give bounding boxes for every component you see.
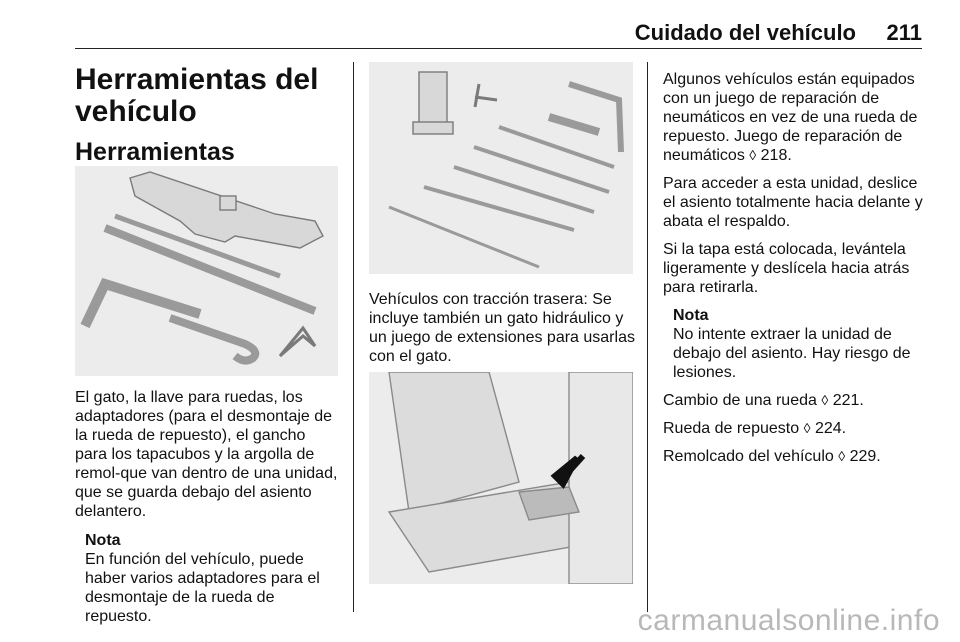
tools-description: El gato, la llave para ruedas, los adaptadores (para el desmontaje de la rueda de repuesto), el gancho para los tapacubos y la argolla de remol-que van dentro de una unidad, que se guarda debajo del asiento delantero. xyxy=(75,389,338,520)
header-rule xyxy=(75,48,922,49)
column-divider xyxy=(647,62,648,612)
access-paragraph: Para acceder a esta unidad, deslice el asiento totalmente hacia delante y abata el respaldo. xyxy=(663,175,923,230)
reference-line xyxy=(663,447,925,466)
page-ref-icon: ◊ xyxy=(838,448,846,464)
column-divider xyxy=(353,62,354,612)
column-1 xyxy=(75,64,341,166)
section-subtitle: Herramientas xyxy=(75,138,235,166)
column-3 xyxy=(663,70,925,466)
note-label: Nota xyxy=(673,307,709,324)
column-1-body xyxy=(75,388,341,626)
reference-line xyxy=(663,391,925,410)
watermark: carmanualsonline.info xyxy=(637,604,940,637)
note-text: En función del vehículo, puede haber varios adaptadores para el desmontaje de la rueda de repuesto. xyxy=(85,551,320,625)
repair-kit-ref[interactable]: 218. xyxy=(760,147,792,164)
repair-kit-text: Algunos vehículos están equipados con un juego de reparación de neumáticos en vez de una rueda de repuesto. Juego de reparación de neumáticos xyxy=(663,71,918,164)
reference-text: Rueda de repuesto xyxy=(663,420,800,437)
note-text: No intente extraer la unidad de debajo del asiento. Hay riesgo de lesiones. xyxy=(673,326,911,381)
header-title: Cuidado del vehículo xyxy=(634,20,856,45)
page-ref-icon: ◊ xyxy=(821,392,829,408)
tools-figure xyxy=(75,166,338,376)
reference-line xyxy=(663,419,925,438)
reference-text: Cambio de una rueda xyxy=(663,392,817,409)
seat-storage-figure xyxy=(369,372,633,584)
reference-page[interactable]: 221. xyxy=(832,392,864,409)
column-2-body xyxy=(369,290,635,366)
section-title: Herramientas del vehículo xyxy=(75,63,319,128)
rear-drive-description: Vehículos con tracción trasera: Se incluye también un gato hidráulico y un juego de extensiones para usarlas con el gato. xyxy=(369,291,635,365)
note-block xyxy=(673,306,925,382)
note-label: Nota xyxy=(85,532,121,549)
page-ref-icon: ◊ xyxy=(749,147,757,163)
cover-paragraph: Si la tapa está colocada, levántela ligeramente y deslícela hacia atrás para retirarla. xyxy=(663,241,910,296)
page-ref-icon: ◊ xyxy=(803,420,811,436)
reference-page[interactable]: 229. xyxy=(849,448,881,465)
note-block xyxy=(85,531,341,626)
hydraulic-jack-figure xyxy=(369,62,633,274)
reference-text: Remolcado del vehículo xyxy=(663,448,834,465)
page-number: 211 xyxy=(886,20,922,45)
repair-kit-paragraph xyxy=(663,70,925,165)
reference-page[interactable]: 224. xyxy=(814,420,847,437)
